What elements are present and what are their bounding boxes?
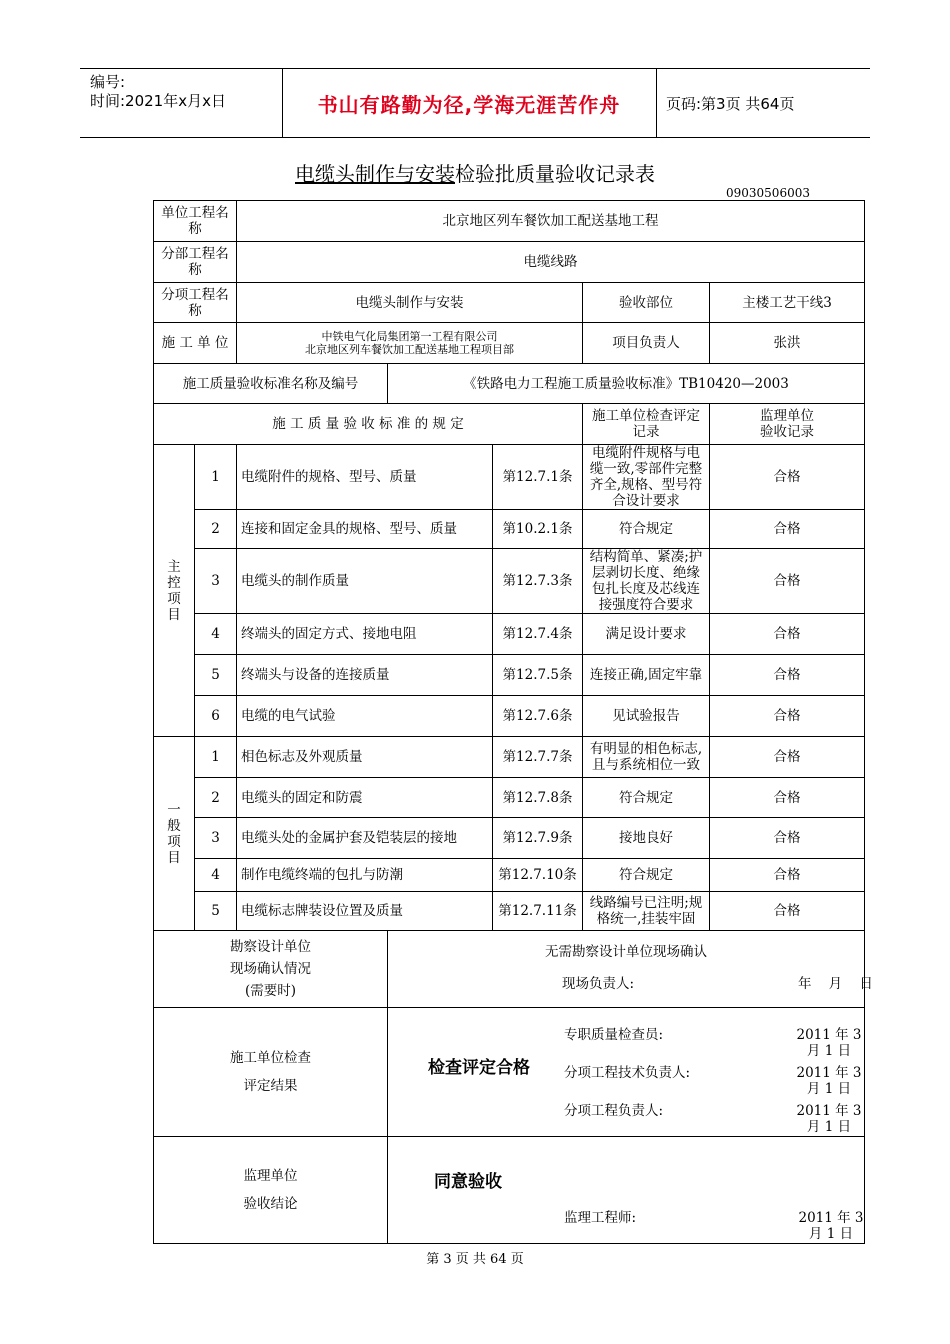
row-no: 5 xyxy=(195,655,237,696)
header-meta xyxy=(90,73,226,111)
constructor-result-label: 施工单位检查 评定结果 xyxy=(154,1008,388,1137)
row-no: 1 xyxy=(195,737,237,778)
constructor-result-section xyxy=(154,1008,865,1137)
document-title xyxy=(0,158,950,187)
row-item: 制作电缆终端的包扎与防潮 xyxy=(237,859,493,892)
row-clause: 第12.7.6条 xyxy=(493,696,583,737)
row-item: 电缆头的制作质量 xyxy=(237,549,493,614)
page-footer: 第 3 页 共 64 页 xyxy=(426,1252,524,1267)
inspection-form xyxy=(153,200,873,1244)
row-clause: 第10.2.1条 xyxy=(493,510,583,549)
row-clause: 第12.7.11条 xyxy=(493,892,583,931)
row-record: 有明显的相色标志,且与系统相位一致 xyxy=(583,737,710,778)
number-label: 编号: xyxy=(90,73,126,91)
row-clause: 第12.7.8条 xyxy=(493,778,583,818)
column-supervisor-record xyxy=(710,404,865,445)
constructor-line1: 中铁电气化局集团第一工程有限公司 xyxy=(321,330,498,343)
row-no: 5 xyxy=(195,892,237,931)
accept-part-label: 验收部位 xyxy=(583,283,710,323)
row-result: 合格 xyxy=(710,818,865,859)
row-result: 合格 xyxy=(710,510,865,549)
row-no: 4 xyxy=(195,859,237,892)
column-rules: 施 工 质 量 验 收 标 准 的 规 定 xyxy=(154,404,583,445)
row-result: 合格 xyxy=(710,778,865,818)
row-no: 2 xyxy=(195,510,237,549)
technical-lead-date: 2011 年 3 月 1 日 xyxy=(796,1064,862,1097)
date-label: 时间:2021年x月x日 xyxy=(90,92,226,110)
row-no: 4 xyxy=(195,614,237,655)
row-item: 连接和固定金具的规格、型号、质量 xyxy=(237,510,493,549)
pm-label: 项目负责人 xyxy=(583,323,710,364)
row-no: 1 xyxy=(195,445,237,510)
supervisor-col-line2: 验收记录 xyxy=(760,424,814,440)
row-clause: 第12.7.9条 xyxy=(493,818,583,859)
supervisor-section xyxy=(154,1137,865,1244)
constructor-value xyxy=(237,323,583,364)
table-row xyxy=(154,696,865,737)
survey-section xyxy=(154,931,865,1008)
constructor-result-content xyxy=(388,1008,865,1137)
row-record: 符合规定 xyxy=(583,778,710,818)
document-code: 09030506003 xyxy=(726,186,810,200)
table-row xyxy=(154,510,865,549)
pm-value: 张洪 xyxy=(710,323,865,364)
row-record: 电缆附件规格与电缆一致,零部件完整齐全,规格、型号符合设计要求 xyxy=(583,445,710,510)
row-record: 符合规定 xyxy=(583,859,710,892)
row-item: 电缆的电气试验 xyxy=(237,696,493,737)
row-no: 2 xyxy=(195,778,237,818)
division-label: 分部工程名称 xyxy=(154,242,237,283)
supervisor-content xyxy=(388,1137,865,1244)
table-row xyxy=(154,892,865,931)
supervisor-col-line1: 监理单位 xyxy=(760,408,814,424)
division-value: 电缆线路 xyxy=(237,242,865,283)
row-no: 3 xyxy=(195,549,237,614)
row-item: 终端头与设备的连接质量 xyxy=(237,655,493,696)
title-rest: 检验批质量验收记录表 xyxy=(455,162,655,186)
table-row xyxy=(154,445,865,510)
row-item: 电缆头的固定和防震 xyxy=(237,778,493,818)
survey-content xyxy=(388,931,873,1008)
table-row xyxy=(154,737,865,778)
page-header xyxy=(80,68,870,138)
row-clause: 第12.7.3条 xyxy=(493,549,583,614)
row-record: 见试验报告 xyxy=(583,696,710,737)
standard-value: 《铁路电力工程施工质量验收标准》TB10420—2003 xyxy=(388,364,865,404)
row-no: 6 xyxy=(195,696,237,737)
main-control-label: 主 控 项 目 xyxy=(154,445,195,737)
row-clause: 第12.7.1条 xyxy=(493,445,583,510)
row-clause: 第12.7.4条 xyxy=(493,614,583,655)
row-record: 结构简单、紧凑;护层剥切长度、绝缘包扎长度及芯线连接强度符合要求 xyxy=(583,549,710,614)
quality-inspector: 专职质量检查员: xyxy=(564,1026,664,1043)
header-divider xyxy=(656,69,657,137)
general-label: 一 般 项 目 xyxy=(154,737,195,931)
row-no: 3 xyxy=(195,818,237,859)
table-row xyxy=(154,655,865,696)
supervisor-engineer: 监理工程师: xyxy=(564,1209,637,1226)
survey-label: 勘察设计单位 现场确认情况 (需要时) xyxy=(154,931,388,1008)
row-item: 相色标志及外观质量 xyxy=(237,737,493,778)
row-item: 终端头的固定方式、接地电阻 xyxy=(237,614,493,655)
survey-text: 无需勘察设计单位现场确认 xyxy=(545,943,707,960)
row-clause: 第12.7.5条 xyxy=(493,655,583,696)
subitem-value: 电缆头制作与安装 xyxy=(237,283,583,323)
unit-project-label: 单位工程名称 xyxy=(154,201,237,242)
survey-date: 年 月 日 xyxy=(798,975,873,992)
row-record: 接地良好 xyxy=(583,818,710,859)
row-record: 线路编号已注明;规格统一,挂装牢固 xyxy=(583,892,710,931)
row-result: 合格 xyxy=(710,445,865,510)
row-clause: 第12.7.7条 xyxy=(493,737,583,778)
supervisor-date: 2011 年 3 月 1 日 xyxy=(798,1209,864,1242)
row-record: 满足设计要求 xyxy=(583,614,710,655)
unit-project-value: 北京地区列车餐饮加工配送基地工程 xyxy=(237,201,865,242)
row-result: 合格 xyxy=(710,737,865,778)
standard-label: 施工质量验收标准名称及编号 xyxy=(154,364,388,404)
page-info: 页码:第3页 共64页 xyxy=(666,95,795,113)
constructor-label: 施 工 单 位 xyxy=(154,323,237,364)
subitem-label: 分项工程名称 xyxy=(154,283,237,323)
row-clause: 第12.7.10条 xyxy=(493,859,583,892)
table-row xyxy=(154,614,865,655)
supervisor-label: 监理单位 验收结论 xyxy=(154,1137,388,1244)
row-result: 合格 xyxy=(710,655,865,696)
header-motto: 书山有路勤为径,学海无涯苦作舟 xyxy=(317,92,621,117)
survey-responsible: 现场负责人: xyxy=(562,975,635,992)
table-row xyxy=(154,818,865,859)
row-result: 合格 xyxy=(710,892,865,931)
row-result: 合格 xyxy=(710,549,865,614)
technical-lead: 分项工程技术负责人: xyxy=(564,1064,691,1081)
table-row xyxy=(154,549,865,614)
column-constructor-record: 施工单位检查评定记录 xyxy=(583,404,710,445)
subitem-lead-date: 2011 年 3 月 1 日 xyxy=(796,1102,862,1135)
table-row xyxy=(154,859,865,892)
row-record: 连接正确,固定牢靠 xyxy=(583,655,710,696)
supervisor-conclusion: 同意验收 xyxy=(434,1171,502,1192)
row-item: 电缆标志牌装设位置及质量 xyxy=(237,892,493,931)
row-item: 电缆头处的金属护套及铠装层的接地 xyxy=(237,818,493,859)
subitem-lead: 分项工程负责人: xyxy=(564,1102,664,1119)
quality-inspector-date: 2011 年 3 月 1 日 xyxy=(796,1026,862,1059)
row-result: 合格 xyxy=(710,614,865,655)
accept-part-value: 主楼工艺干线3 xyxy=(710,283,865,323)
row-item: 电缆附件的规格、型号、质量 xyxy=(237,445,493,510)
row-result: 合格 xyxy=(710,859,865,892)
constructor-line2: 北京地区列车餐饮加工配送基地工程项目部 xyxy=(305,343,514,356)
table-row xyxy=(154,778,865,818)
constructor-conclusion: 检查评定合格 xyxy=(428,1057,530,1078)
title-underlined: 电缆头制作与安装 xyxy=(295,162,455,186)
row-result: 合格 xyxy=(710,696,865,737)
row-record: 符合规定 xyxy=(583,510,710,549)
